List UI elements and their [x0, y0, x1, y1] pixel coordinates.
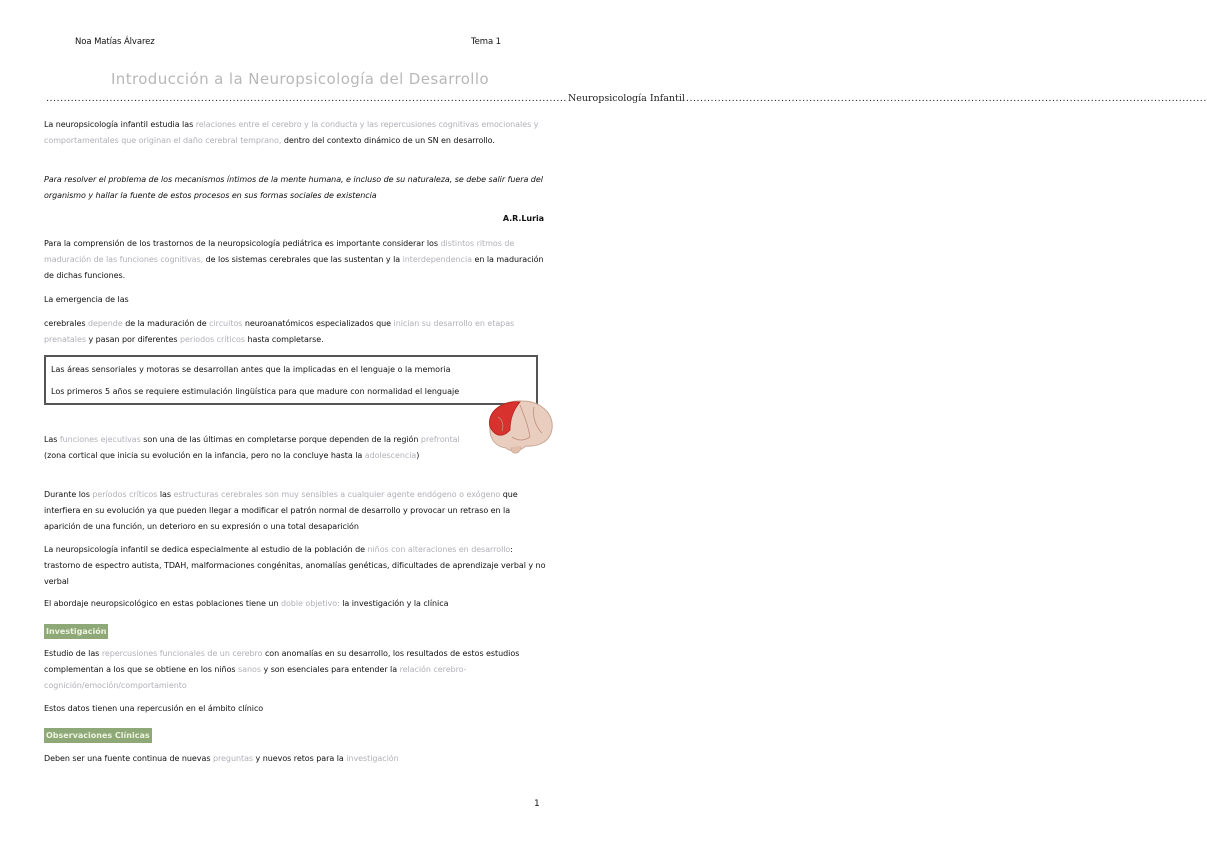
- criticos-paragraph: Durante los períodos críticos las estructuras cerebrales son muy sensibles a cualquier agente endógeno o exógeno que interfiera en su evolución ya que pueden llegar a modificar el patrón normal de desarrollo y provocar un retraso en la aparición de una función, un deterioro en su expresión o una total desaparición: [44, 490, 518, 531]
- abordaje-paragraph: El abordaje neuropsicológico en estas poblaciones tiene un doble objetivo: la investigación y la clínica: [44, 599, 449, 608]
- repercusion-line: Estos datos tienen una repercusión en el ámbito clínico: [44, 704, 264, 713]
- document-subtitle: Neuropsicología Infantil: [567, 93, 685, 104]
- luria-quote: Para resolver el problema de los mecanismos íntimos de la mente humana, e incluso de su naturaleza, se debe salir fuera del organismo y hallar la fuente de estos procesos en sus formas sociales de existencia: [44, 175, 543, 200]
- document-title: Introducción a la Neuropsicología del Desarrollo: [110, 70, 490, 88]
- header-author: Noa Matías Álvarez: [75, 37, 155, 47]
- clinicas-paragraph: Deben ser una fuente continua de nuevas preguntas y nuevos retos para la investigación: [44, 754, 399, 763]
- investigacion-tag: Investigación: [44, 624, 108, 639]
- header-topic: Tema 1: [471, 37, 501, 47]
- brain-image: [476, 397, 556, 455]
- intro-paragraph: La neuropsicología infantil estudia las relaciones entre el cerebro y la conducta y las repercusiones cognitivas emocionales y comportamentales que originan el daño cerebral temprano, dentro del contexto dinámico de un SN en desarrollo.: [44, 120, 539, 145]
- page-number: 1: [534, 799, 540, 809]
- leader-dots-left: ....................................................................................................................................................: [46, 93, 567, 104]
- box-line-2: Los primeros 5 años se requiere estimulación lingüística para que madure con normalidad el lenguaje: [51, 387, 460, 396]
- leader-dots-right: ....................................................................................................................................................: [685, 93, 1207, 104]
- poblacion-paragraph: La neuropsicología infantil se dedica especialmente al estudio de la población de niños con alteraciones en desarrollo: trastorno de espectro autista, TDAH, malformaciones congénitas, anomalías genéticas, dificultades de aprendizaje verbal y no verbal: [44, 545, 546, 586]
- emergencia-line: La emergencia de las: [44, 295, 129, 304]
- observaciones-tag: Observaciones Clínicas: [44, 728, 152, 743]
- document-subtitle-row: [46, 93, 1207, 104]
- comprension-paragraph: Para la comprensión de los trastornos de la neuropsicología pediátrica es importante considerar los distintos ritmos de maduración de las funciones cognitivas, de los sistemas cerebrales que las sustentan y la interdependencia en la maduración de dichas funciones.: [44, 239, 544, 280]
- summary-box: [44, 355, 538, 405]
- quote-author: A.R.Luria: [502, 214, 544, 223]
- cerebrales-paragraph: cerebrales depende de la maduración de circuitos neuroanatómicos especializados que inician su desarrollo en etapas prenatales y pasan por diferentes periodos críticos hasta completarse.: [44, 319, 515, 344]
- ejecutivas-paragraph: Las funciones ejecutivas son una de las últimas en completarse porque dependen de la región prefrontal (zona cortical que inicia su evolución en la infancia, pero no la concluye hasta la adolescencia): [44, 435, 460, 460]
- box-line-1: Las áreas sensoriales y motoras se desarrollan antes que la implicadas en el lenguaje o la memoria: [51, 365, 451, 374]
- investigacion-paragraph: Estudio de las repercusiones funcionales de un cerebro con anomalías en su desarrollo, los resultados de estos estudios complementan a los que se obtiene en los niños sanos y son esenciales para entender la relación cerebro-cognición/emoción/comportamiento: [44, 649, 520, 690]
